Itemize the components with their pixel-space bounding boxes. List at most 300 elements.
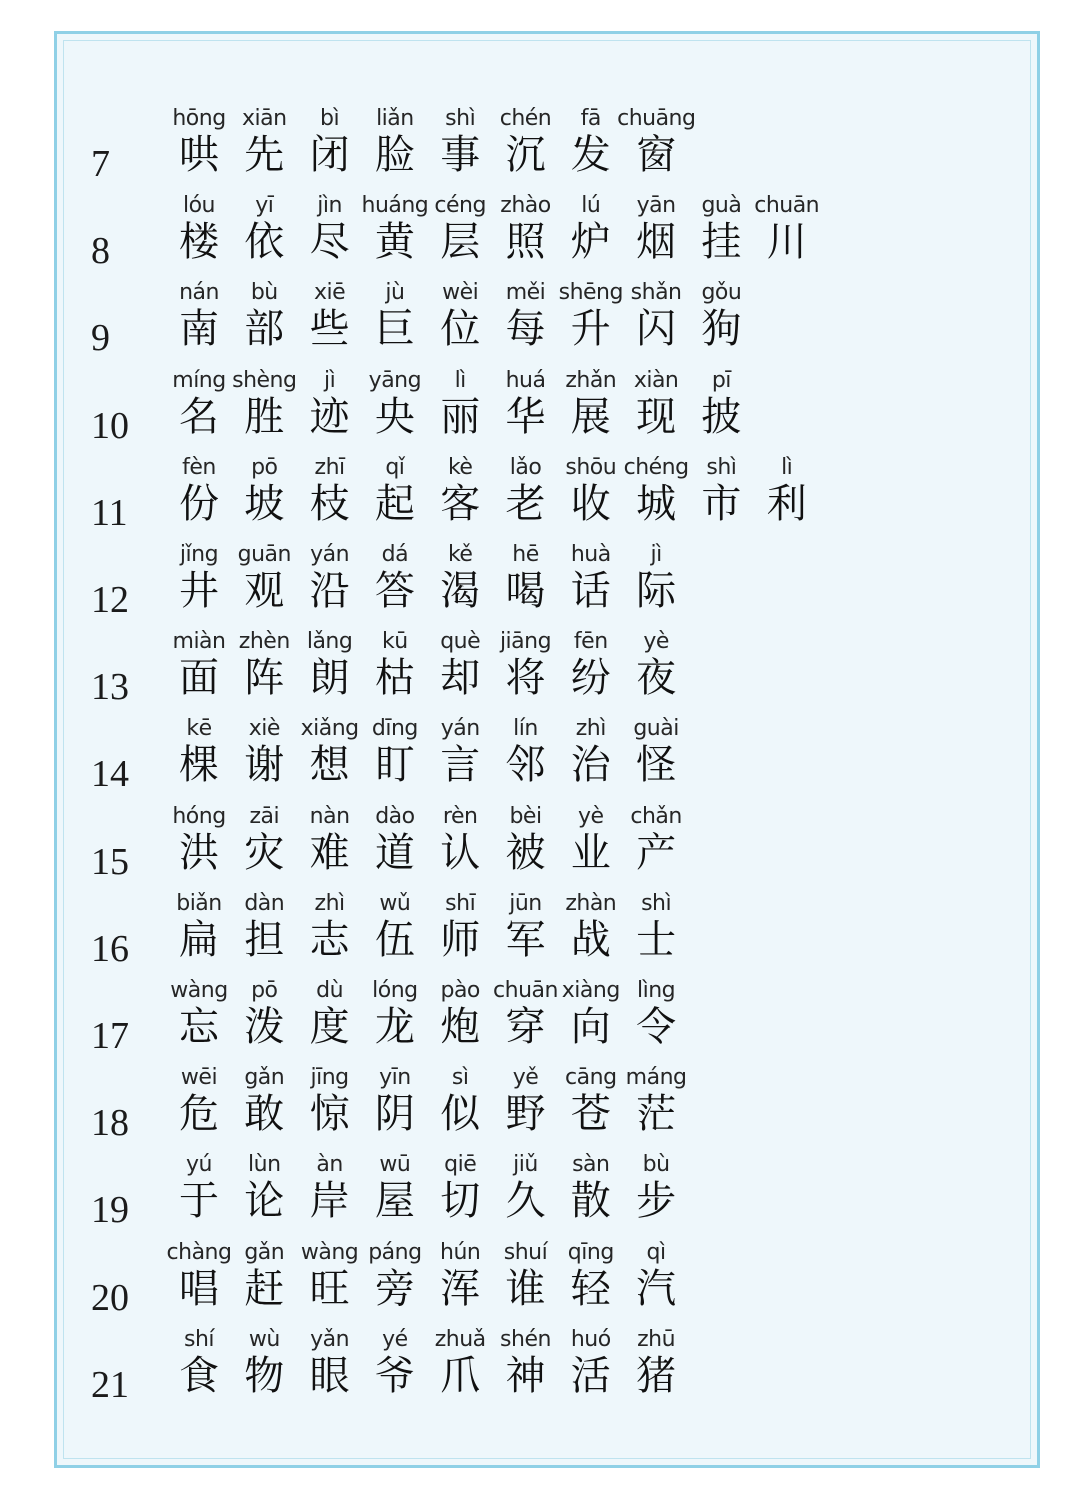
hanzi-character: 老: [505, 480, 546, 527]
pinyin-label: guà: [701, 193, 742, 219]
pinyin-label: yú: [186, 1152, 212, 1178]
lesson-number: 20: [91, 1276, 129, 1319]
hanzi-character: 观: [244, 568, 285, 614]
pinyin-label: dào: [375, 803, 415, 829]
character-entry: [166, 1067, 232, 1154]
character-entry: [623, 890, 689, 980]
hanzi-character: 利: [766, 480, 807, 527]
hanzi-character: 洪: [179, 829, 219, 876]
pinyin-label: jì: [650, 542, 662, 567]
character-entry: [558, 195, 624, 282]
character-entry: [297, 1239, 363, 1329]
character-entry: [493, 1239, 559, 1329]
character-entry: [493, 454, 559, 544]
character-entry: [623, 367, 689, 457]
hanzi-character: 于: [179, 1178, 219, 1225]
lesson-row: [57, 1326, 1037, 1416]
character-entry: [231, 718, 297, 805]
character-entry: [427, 1067, 493, 1154]
pinyin-label: zhèn: [238, 629, 290, 655]
page-frame: [54, 31, 1040, 1468]
lesson-number: 12: [91, 579, 129, 621]
lesson-row: [57, 544, 1037, 631]
hanzi-character: 华: [505, 393, 546, 440]
pinyin-label: lóng: [372, 978, 418, 1003]
pinyin-label: páng: [368, 1239, 422, 1265]
character-entry: [558, 803, 624, 893]
hanzi-character: 将: [505, 655, 546, 702]
pinyin-label: jiāng: [499, 629, 552, 655]
pinyin-label: gǒu: [701, 280, 742, 306]
hanzi-character: 惊: [309, 1091, 350, 1138]
pinyin-label: huáng: [361, 193, 429, 219]
lesson-row: [57, 454, 1037, 544]
hanzi-character: 眼: [309, 1352, 350, 1399]
character-entry: [427, 631, 493, 718]
character-entry: [166, 544, 232, 631]
pinyin-label: dīng: [371, 716, 418, 742]
pinyin-label: pào: [440, 978, 480, 1003]
pinyin-label: hóng: [172, 803, 226, 829]
pinyin-label: wǔ: [379, 890, 411, 916]
character-entry: [623, 631, 689, 718]
character-entry: [427, 980, 493, 1067]
lesson-number: 10: [91, 404, 129, 447]
pinyin-label: hún: [440, 1239, 481, 1265]
hanzi-character: 伍: [374, 916, 415, 963]
pinyin-label: què: [440, 629, 481, 655]
hanzi-character: 邻: [505, 742, 546, 789]
pinyin-label: lú: [581, 193, 601, 219]
hanzi-character: 爪: [440, 1352, 481, 1399]
hanzi-character: 食: [179, 1352, 219, 1399]
character-entry: [688, 195, 754, 282]
character-entry: [558, 718, 624, 805]
hanzi-character: 枝: [309, 480, 350, 527]
character-entry: [297, 282, 363, 369]
hanzi-character: 纷: [570, 655, 611, 702]
hanzi-character: 话: [570, 568, 611, 614]
hanzi-character: 炉: [570, 219, 611, 266]
hanzi-character: 黄: [374, 219, 415, 266]
character-entry: [427, 718, 493, 805]
hanzi-character: 忘: [179, 1004, 219, 1050]
character-entry: [362, 1154, 428, 1241]
lesson-row: [57, 980, 1037, 1067]
character-entry: [688, 454, 754, 544]
pinyin-label: miàn: [172, 629, 226, 655]
character-entry: [166, 980, 232, 1067]
hanzi-character: 坡: [244, 480, 285, 527]
hanzi-character: 认: [440, 829, 481, 876]
character-entry: [427, 803, 493, 893]
character-entry: [623, 718, 689, 805]
character-entry: [231, 631, 297, 718]
character-entry: [297, 367, 363, 457]
hanzi-character: 朗: [309, 655, 350, 702]
character-entry: [231, 367, 297, 457]
pinyin-label: zhì: [575, 716, 606, 742]
lesson-number: 9: [91, 317, 110, 360]
pinyin-label: huó: [570, 1326, 611, 1352]
lesson-row: [57, 282, 1037, 369]
hanzi-character: 胜: [244, 393, 285, 440]
pinyin-label: fēn: [573, 629, 608, 655]
hanzi-character: 轻: [570, 1265, 611, 1312]
character-entry: [558, 1326, 624, 1416]
character-entry: [362, 1239, 428, 1329]
pinyin-label: yán: [440, 716, 480, 742]
character-entry: [427, 195, 493, 282]
character-entry: [427, 544, 493, 631]
hanzi-character: 部: [244, 306, 285, 353]
pinyin-label: xiān: [242, 106, 287, 131]
pinyin-label: wēi: [180, 1065, 218, 1091]
pinyin-label: kě: [447, 542, 473, 567]
hanzi-character: 名: [179, 393, 219, 440]
hanzi-character: 似: [440, 1091, 481, 1138]
character-entry: [297, 980, 363, 1067]
pinyin-label: zāi: [249, 803, 280, 829]
hanzi-character: 收: [570, 480, 611, 527]
character-entry: [297, 890, 363, 980]
character-entry: [558, 1239, 624, 1329]
hanzi-character: 龙: [374, 1004, 415, 1050]
character-entry: [427, 1154, 493, 1241]
pinyin-label: shì: [706, 454, 737, 480]
hanzi-character: 沿: [309, 568, 350, 614]
pinyin-label: zhū: [637, 1326, 676, 1352]
lesson-number: 11: [91, 491, 128, 534]
character-entry: [427, 108, 493, 195]
pinyin-label: lùn: [248, 1152, 281, 1178]
pinyin-label: lìng: [637, 978, 676, 1003]
lesson-number: 15: [91, 840, 129, 883]
hanzi-character: 发: [570, 132, 611, 178]
pinyin-label: wū: [379, 1152, 411, 1178]
character-entry: [558, 1067, 624, 1154]
character-entry: [166, 195, 232, 282]
hanzi-character: 爷: [374, 1352, 415, 1399]
character-entry: [362, 367, 428, 457]
lesson-number: 16: [91, 927, 129, 970]
pinyin-label: yán: [310, 542, 350, 567]
character-entry: [558, 367, 624, 457]
character-entry: [362, 631, 428, 718]
hanzi-character: 谢: [244, 742, 285, 789]
hanzi-character: 危: [179, 1091, 219, 1138]
hanzi-character: 闭: [309, 132, 350, 178]
pinyin-label: cāng: [565, 1065, 617, 1091]
character-entry: [493, 195, 559, 282]
hanzi-character: 现: [636, 393, 677, 440]
hanzi-character: 师: [440, 916, 481, 963]
pinyin-label: yī: [255, 193, 274, 219]
character-entry: [166, 803, 232, 893]
character-entry: [558, 890, 624, 980]
pinyin-label: gǎn: [244, 1239, 285, 1265]
hanzi-character: 赶: [244, 1265, 285, 1312]
hanzi-character: 散: [570, 1178, 611, 1225]
character-entry: [362, 544, 428, 631]
character-entry: [231, 1239, 297, 1329]
hanzi-character: 沉: [505, 132, 546, 178]
hanzi-character: 川: [766, 219, 807, 266]
hanzi-character: 份: [179, 480, 219, 527]
hanzi-character: 谁: [505, 1265, 546, 1312]
hanzi-character: 炮: [440, 1004, 481, 1050]
character-entry: [166, 282, 232, 369]
pinyin-label: bù: [250, 280, 278, 306]
hanzi-character: 棵: [179, 742, 219, 789]
character-entry: [297, 803, 363, 893]
pinyin-label: shǎn: [630, 280, 682, 306]
character-entry: [362, 803, 428, 893]
character-entry: [297, 1326, 363, 1416]
hanzi-character: 渴: [440, 568, 481, 614]
hanzi-character: 枯: [374, 655, 415, 702]
pinyin-label: jì: [323, 367, 336, 393]
hanzi-character: 唱: [179, 1265, 219, 1312]
pinyin-label: fā: [580, 106, 601, 131]
character-entry: [231, 803, 297, 893]
lesson-number: 14: [91, 753, 129, 796]
hanzi-character: 披: [701, 393, 742, 440]
pinyin-label: chàng: [166, 1239, 232, 1265]
hanzi-character: 度: [309, 1004, 350, 1050]
character-entry: [493, 890, 559, 980]
pinyin-label: lóu: [182, 193, 215, 219]
pinyin-label: jǐng: [179, 542, 219, 567]
pinyin-label: yǎn: [310, 1326, 350, 1352]
hanzi-character: 军: [505, 916, 546, 963]
hanzi-character: 烟: [636, 219, 677, 266]
hanzi-character: 闪: [636, 306, 677, 353]
character-entry: [427, 282, 493, 369]
pinyin-label: qiē: [444, 1152, 477, 1178]
character-entry: [558, 1154, 624, 1241]
character-entry: [166, 718, 232, 805]
pinyin-label: rèn: [442, 803, 478, 829]
character-entry: [166, 1239, 232, 1329]
hanzi-character: 喝: [505, 568, 546, 614]
character-entry: [754, 454, 820, 544]
character-entry: [493, 544, 559, 631]
hanzi-character: 久: [505, 1178, 546, 1225]
pinyin-label: xiè: [248, 716, 280, 742]
character-entry: [297, 544, 363, 631]
character-entry: [166, 108, 232, 195]
lesson-row: [57, 1239, 1037, 1329]
character-entry: [362, 890, 428, 980]
hanzi-character: 夜: [636, 655, 677, 702]
character-entry: [558, 282, 624, 369]
character-entry: [623, 1067, 689, 1154]
pinyin-label: míng: [172, 367, 226, 393]
lesson-row: [57, 1067, 1037, 1154]
pinyin-label: měi: [505, 280, 546, 306]
character-entry: [558, 980, 624, 1067]
character-entry: [297, 454, 363, 544]
character-entry: [297, 1067, 363, 1154]
pinyin-label: lǎng: [306, 629, 353, 655]
hanzi-character: 脸: [374, 132, 415, 178]
pinyin-label: jiǔ: [513, 1152, 538, 1178]
pinyin-label: shēng: [558, 280, 623, 306]
character-entry: [427, 890, 493, 980]
hanzi-character: 层: [440, 219, 481, 266]
pinyin-label: sàn: [572, 1152, 610, 1178]
pinyin-label: shì: [445, 106, 476, 131]
character-entry: [623, 282, 689, 369]
hanzi-character: 茫: [636, 1091, 677, 1138]
hanzi-character: 际: [636, 568, 677, 614]
character-entry: [297, 108, 363, 195]
pinyin-label: wàng: [170, 978, 228, 1003]
hanzi-character: 每: [505, 306, 546, 353]
character-entry: [231, 282, 297, 369]
character-entry: [231, 890, 297, 980]
pinyin-label: guān: [237, 542, 291, 567]
character-entry: [231, 980, 297, 1067]
hanzi-character: 迹: [309, 393, 350, 440]
character-entry: [231, 1326, 297, 1416]
hanzi-character: 令: [636, 1004, 677, 1050]
pinyin-label: chǎn: [630, 803, 682, 829]
pinyin-label: yè: [578, 803, 604, 829]
character-entry: [362, 1067, 428, 1154]
pinyin-label: chuān: [754, 193, 820, 219]
character-entry: [623, 195, 689, 282]
hanzi-character: 阴: [374, 1091, 415, 1138]
hanzi-character: 客: [440, 480, 481, 527]
pinyin-label: yāng: [368, 367, 422, 393]
character-entry: [493, 108, 559, 195]
hanzi-character: 野: [505, 1091, 546, 1138]
pinyin-label: nàn: [309, 803, 350, 829]
pinyin-label: nán: [179, 280, 219, 306]
character-entry: [427, 1239, 493, 1329]
pinyin-label: zhuǎ: [434, 1326, 486, 1352]
hanzi-character: 步: [636, 1178, 677, 1225]
pinyin-label: xiē: [314, 280, 346, 306]
pinyin-label: gǎn: [244, 1065, 285, 1091]
character-entry: [362, 454, 428, 544]
character-entry: [362, 108, 428, 195]
hanzi-character: 依: [244, 219, 285, 266]
character-entry: [166, 890, 232, 980]
pinyin-label: zhì: [314, 890, 345, 916]
hanzi-character: 灾: [244, 829, 285, 876]
hanzi-character: 位: [440, 306, 481, 353]
pinyin-label: huá: [505, 367, 546, 393]
pinyin-label: qǐ: [385, 454, 405, 480]
hanzi-character: 被: [505, 829, 546, 876]
pinyin-label: zhào: [500, 193, 551, 219]
hanzi-character: 治: [570, 742, 611, 789]
pinyin-label: céng: [434, 193, 486, 219]
pinyin-label: zhàn: [565, 890, 617, 916]
character-entry: [231, 1067, 297, 1154]
character-entry: [493, 718, 559, 805]
character-entry: [166, 367, 232, 457]
pinyin-label: yān: [636, 193, 676, 219]
character-entry: [493, 1154, 559, 1241]
lesson-row: [57, 195, 1037, 282]
pinyin-label: bèi: [509, 803, 542, 829]
character-entry: [166, 1326, 232, 1416]
character-entry: [558, 544, 624, 631]
pinyin-label: shuí: [503, 1239, 548, 1265]
pinyin-label: dàn: [244, 890, 285, 916]
pinyin-label: pō: [251, 454, 278, 480]
hanzi-character: 敢: [244, 1091, 285, 1138]
character-entry: [688, 282, 754, 369]
lesson-row: [57, 803, 1037, 893]
pinyin-label: pō: [251, 978, 278, 1003]
lesson-row: [57, 1154, 1037, 1241]
pinyin-label: bì: [320, 106, 340, 131]
hanzi-character: 志: [309, 916, 350, 963]
character-entry: [362, 718, 428, 805]
hanzi-character: 泼: [244, 1004, 285, 1050]
character-entry: [362, 195, 428, 282]
hanzi-character: 照: [505, 219, 546, 266]
hanzi-character: 旺: [309, 1265, 350, 1312]
pinyin-label: huà: [570, 542, 611, 567]
hanzi-character: 巨: [374, 306, 415, 353]
character-entry: [362, 282, 428, 369]
pinyin-label: qì: [646, 1239, 666, 1265]
hanzi-character: 哄: [179, 132, 219, 178]
pinyin-label: xiǎng: [300, 716, 359, 742]
hanzi-character: 言: [440, 742, 481, 789]
character-entry: [297, 195, 363, 282]
pinyin-label: shì: [641, 890, 672, 916]
hanzi-character: 汽: [636, 1265, 677, 1312]
character-entry: [623, 454, 689, 544]
lesson-row: [57, 367, 1037, 457]
hanzi-character: 业: [570, 829, 611, 876]
hanzi-character: 难: [309, 829, 350, 876]
lesson-number: 18: [91, 1102, 129, 1145]
character-entry: [166, 631, 232, 718]
hanzi-character: 战: [570, 916, 611, 963]
hanzi-character: 道: [374, 829, 415, 876]
lesson-number: 19: [91, 1189, 129, 1232]
hanzi-character: 论: [244, 1178, 285, 1225]
hanzi-character: 猪: [636, 1352, 677, 1399]
pinyin-label: pī: [711, 367, 731, 393]
pinyin-label: liǎn: [376, 106, 414, 131]
lesson-row: [57, 718, 1037, 805]
hanzi-character: 切: [440, 1178, 481, 1225]
hanzi-character: 升: [570, 306, 611, 353]
character-entry: [623, 980, 689, 1067]
hanzi-character: 想: [309, 742, 350, 789]
pinyin-label: kū: [382, 629, 408, 655]
character-entry: [617, 106, 696, 195]
lesson-row: [57, 108, 1037, 195]
pinyin-label: hē: [512, 542, 539, 567]
hanzi-character: 些: [309, 306, 350, 353]
character-entry: [362, 1326, 428, 1416]
pinyin-label: shī: [445, 890, 476, 916]
hanzi-character: 央: [374, 393, 415, 440]
pinyin-label: guài: [633, 716, 679, 742]
character-entry: [231, 108, 297, 195]
character-entry: [493, 803, 559, 893]
